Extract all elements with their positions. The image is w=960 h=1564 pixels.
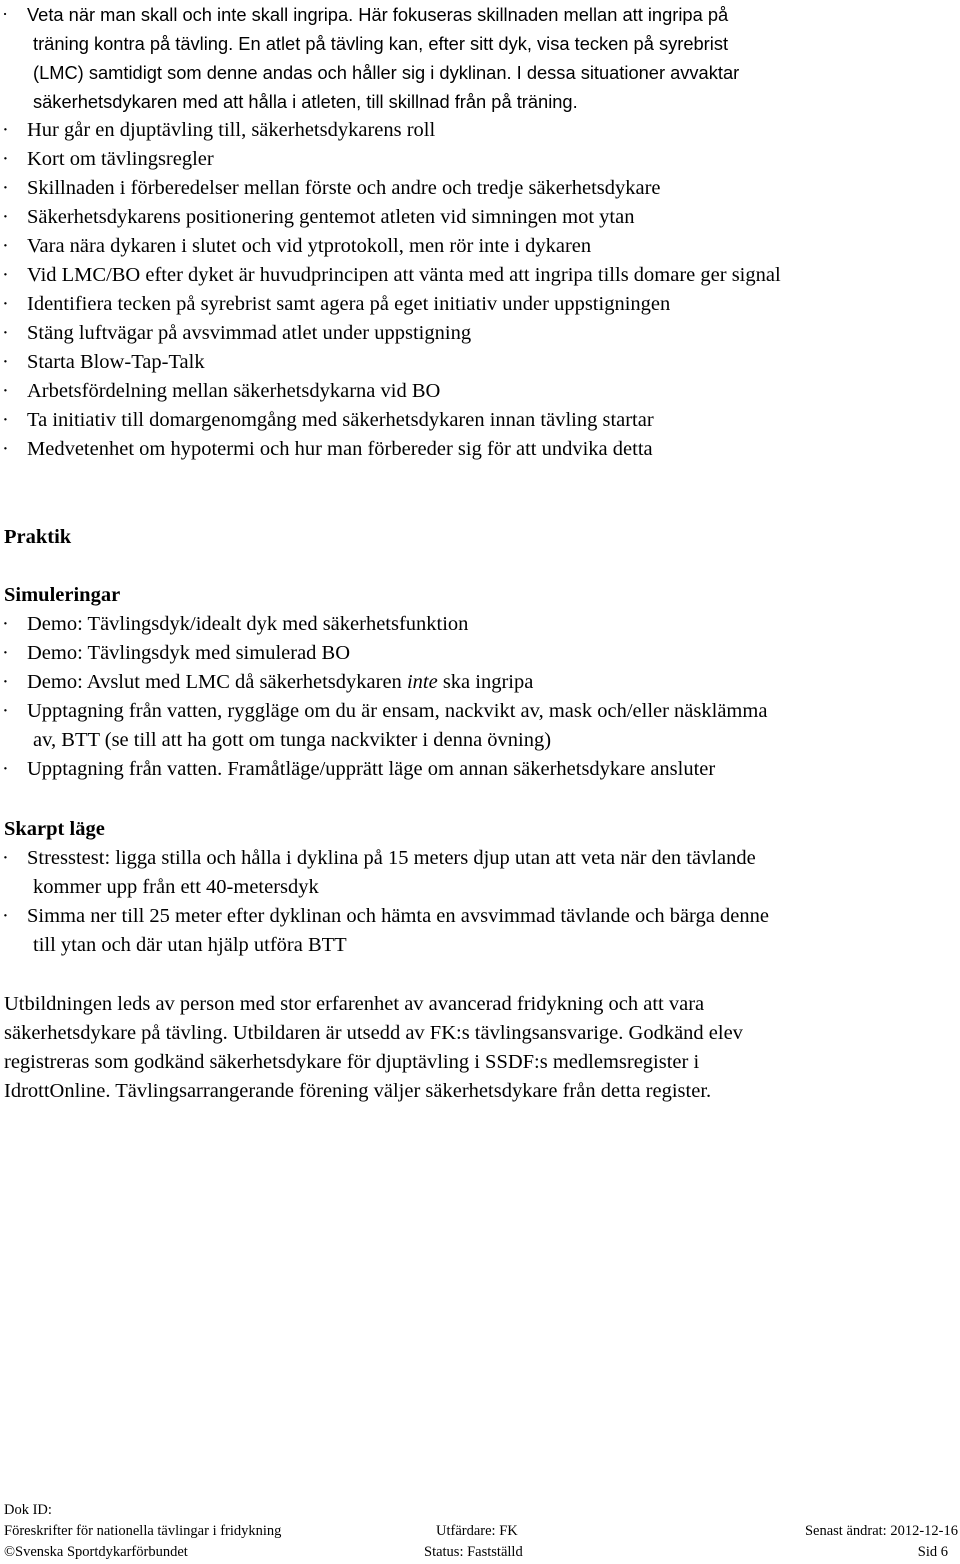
intro-line: Veta när man skall och inte skall ingripa. Här fokuseras skillnaden mellan att ingripa på	[27, 4, 729, 25]
list-item-text: till ytan och där utan hjälp utföra BTT	[33, 934, 347, 956]
intro-line: (LMC) samtidigt som denne andas och håller sig i dyklinan. I dessa situationer avvaktar	[33, 62, 740, 83]
list-item	[0, 697, 960, 755]
bullet-dot: ·	[2, 380, 9, 402]
footer-utfardare: Utfärdare: FK	[436, 1523, 518, 1539]
list-item-text: Upptagning från vatten. Framåtläge/upprätt läge om annan säkerhetsdykare ansluter	[27, 758, 716, 780]
list-item	[0, 406, 960, 435]
bullet-dot: ·	[2, 758, 9, 780]
list-item-text: Simma ner till 25 meter efter dyklinan och hämta en avsvimmad tävlande och bärga denne	[27, 905, 769, 927]
footer-row	[0, 1521, 960, 1542]
footer-status: Status: Fastställd	[424, 1544, 523, 1560]
list-item	[0, 902, 960, 960]
list-item	[0, 668, 960, 697]
bullet-dot: ·	[2, 235, 9, 257]
section-heading-praktik: Praktik	[4, 526, 72, 548]
list-item-text: Upptagning från vatten, ryggläge om du är ensam, nackvikt av, mask och/eller näsklämma	[27, 700, 768, 722]
list-item-text: av, BTT (se till att ha gott om tunga nackvikter i denna övning)	[33, 729, 552, 751]
section-heading-simuleringar: Simuleringar	[4, 584, 121, 606]
paragraph-line: registreras som godkänd säkerhetsdykare för djuptävling i SSDF:s medlemsregister i	[4, 1051, 700, 1073]
list-item	[0, 639, 960, 668]
bullet-dot: ·	[2, 206, 9, 228]
list-item	[0, 0, 960, 116]
list-item	[0, 145, 960, 174]
footer-senast-andrat: Senast ändrat: 2012-12-16	[804, 1523, 958, 1539]
list-item-text: Stäng luftvägar på avsvimmad atlet under uppstigning	[27, 322, 472, 344]
list-item	[0, 203, 960, 232]
bullet-dot: ·	[2, 351, 9, 373]
list-item-text: Kort om tävlingsregler	[27, 148, 214, 170]
bullet-dot: ·	[2, 671, 9, 693]
paragraph-line: Utbildningen leds av person med stor erfarenhet av avancerad fridykning och att vara	[4, 993, 705, 1015]
list-item	[0, 261, 960, 290]
page-footer	[0, 1500, 960, 1564]
list-item-text: Demo: Tävlingsdyk med simulerad BO	[27, 642, 351, 664]
footer-dok-id: Dok ID:	[4, 1502, 52, 1518]
list-item-text: Stresstest: ligga stilla och hålla i dyklina på 15 meters djup utan att veta när den tävlande	[27, 847, 756, 869]
list-item-text: Arbetsfördelning mellan säkerhetsdykarna vid BO	[27, 380, 441, 402]
bullet-dot: ·	[2, 905, 9, 927]
list-item-text: Vid LMC/BO efter dyket är huvudprincipen att vänta med att ingripa tills domare ger signal	[27, 264, 781, 286]
list-item-text: Identifiera tecken på syrebrist samt agera på eget initiativ under uppstigningen	[27, 293, 671, 315]
bullet-dot: ·	[2, 847, 9, 869]
paragraph-line: säkerhetsdykare på tävling. Utbildaren är utsedd av FK:s tävlingsansvarige. Godkänd elev	[4, 1022, 743, 1044]
list-item	[0, 116, 960, 145]
bullet-dot: ·	[2, 613, 9, 635]
list-item-text: kommer upp från ett 40-metersdyk	[33, 876, 319, 898]
bullet-dot: ·	[2, 148, 9, 170]
footer-copyright: ©Svenska Sportdykarförbundet	[4, 1544, 188, 1560]
bullet-dot: ·	[2, 264, 9, 286]
bullet-dot: ·	[2, 438, 9, 460]
bullet-dot: ·	[2, 322, 9, 344]
bullet-dot: ·	[2, 293, 9, 315]
emphasis-text: inte	[406, 671, 438, 693]
footer-row	[0, 1542, 960, 1563]
footer-page-number: Sid 6	[917, 1544, 948, 1560]
paragraph-line: IdrottOnline. Tävlingsarrangerande förening väljer säkerhetsdykare från detta register.	[4, 1080, 712, 1102]
list-item-text: Starta Blow-Tap-Talk	[27, 351, 205, 373]
list-item-text: Ta initiativ till domargenomgång med säkerhetsdykaren innan tävling startar	[27, 409, 654, 431]
list-item-text: Demo: Tävlingsdyk/idealt dyk med säkerhetsfunktion	[27, 613, 469, 635]
list-item	[0, 755, 960, 784]
list-item-text-start: Demo: Avslut med LMC då säkerhetsdykaren	[27, 671, 407, 693]
list-item-text: Vara nära dykaren i slutet och vid ytprotokoll, men rör inte i dykaren	[27, 235, 592, 257]
list-item	[0, 435, 960, 464]
bullet-dot: ·	[2, 119, 9, 141]
intro-line: träning kontra på tävling. En atlet på tävling kan, efter sitt dyk, visa tecken på syrebrist	[33, 33, 729, 54]
list-item-text: Skillnaden i förberedelser mellan förste och andre och tredje säkerhetsdykare	[27, 177, 661, 199]
intro-bullet-list	[0, 0, 960, 116]
list-item	[0, 348, 960, 377]
list-item	[0, 377, 960, 406]
list-item-text-end: ska ingripa	[437, 671, 534, 693]
list-item	[0, 174, 960, 203]
intro-line: säkerhetsdykaren med att hålla i atleten, till skillnad från på träning.	[33, 91, 578, 112]
footer-row	[0, 1500, 960, 1521]
topics-bullet-list	[0, 116, 960, 464]
list-item-text: Hur går en djuptävling till, säkerhetsdykarens roll	[27, 119, 436, 141]
list-item	[0, 610, 960, 639]
skarpt-bullet-list	[0, 844, 960, 960]
list-item	[0, 290, 960, 319]
list-item	[0, 232, 960, 261]
bullet-dot: ·	[2, 4, 9, 24]
bullet-dot: ·	[2, 177, 9, 199]
section-heading-skarpt-lage: Skarpt läge	[4, 818, 105, 840]
list-item-text: Säkerhetsdykarens positionering gentemot atleten vid simningen mot ytan	[27, 206, 635, 228]
list-item	[0, 319, 960, 348]
list-item	[0, 844, 960, 902]
closing-paragraph	[4, 990, 954, 1106]
footer-document-title: Föreskrifter för nationella tävlingar i fridykning	[4, 1523, 282, 1539]
bullet-dot: ·	[2, 409, 9, 431]
list-item-text: Medvetenhet om hypotermi och hur man förbereder sig för att undvika detta	[27, 438, 653, 460]
bullet-dot: ·	[2, 642, 9, 664]
bullet-dot: ·	[2, 700, 9, 722]
simuleringar-bullet-list	[0, 610, 960, 784]
